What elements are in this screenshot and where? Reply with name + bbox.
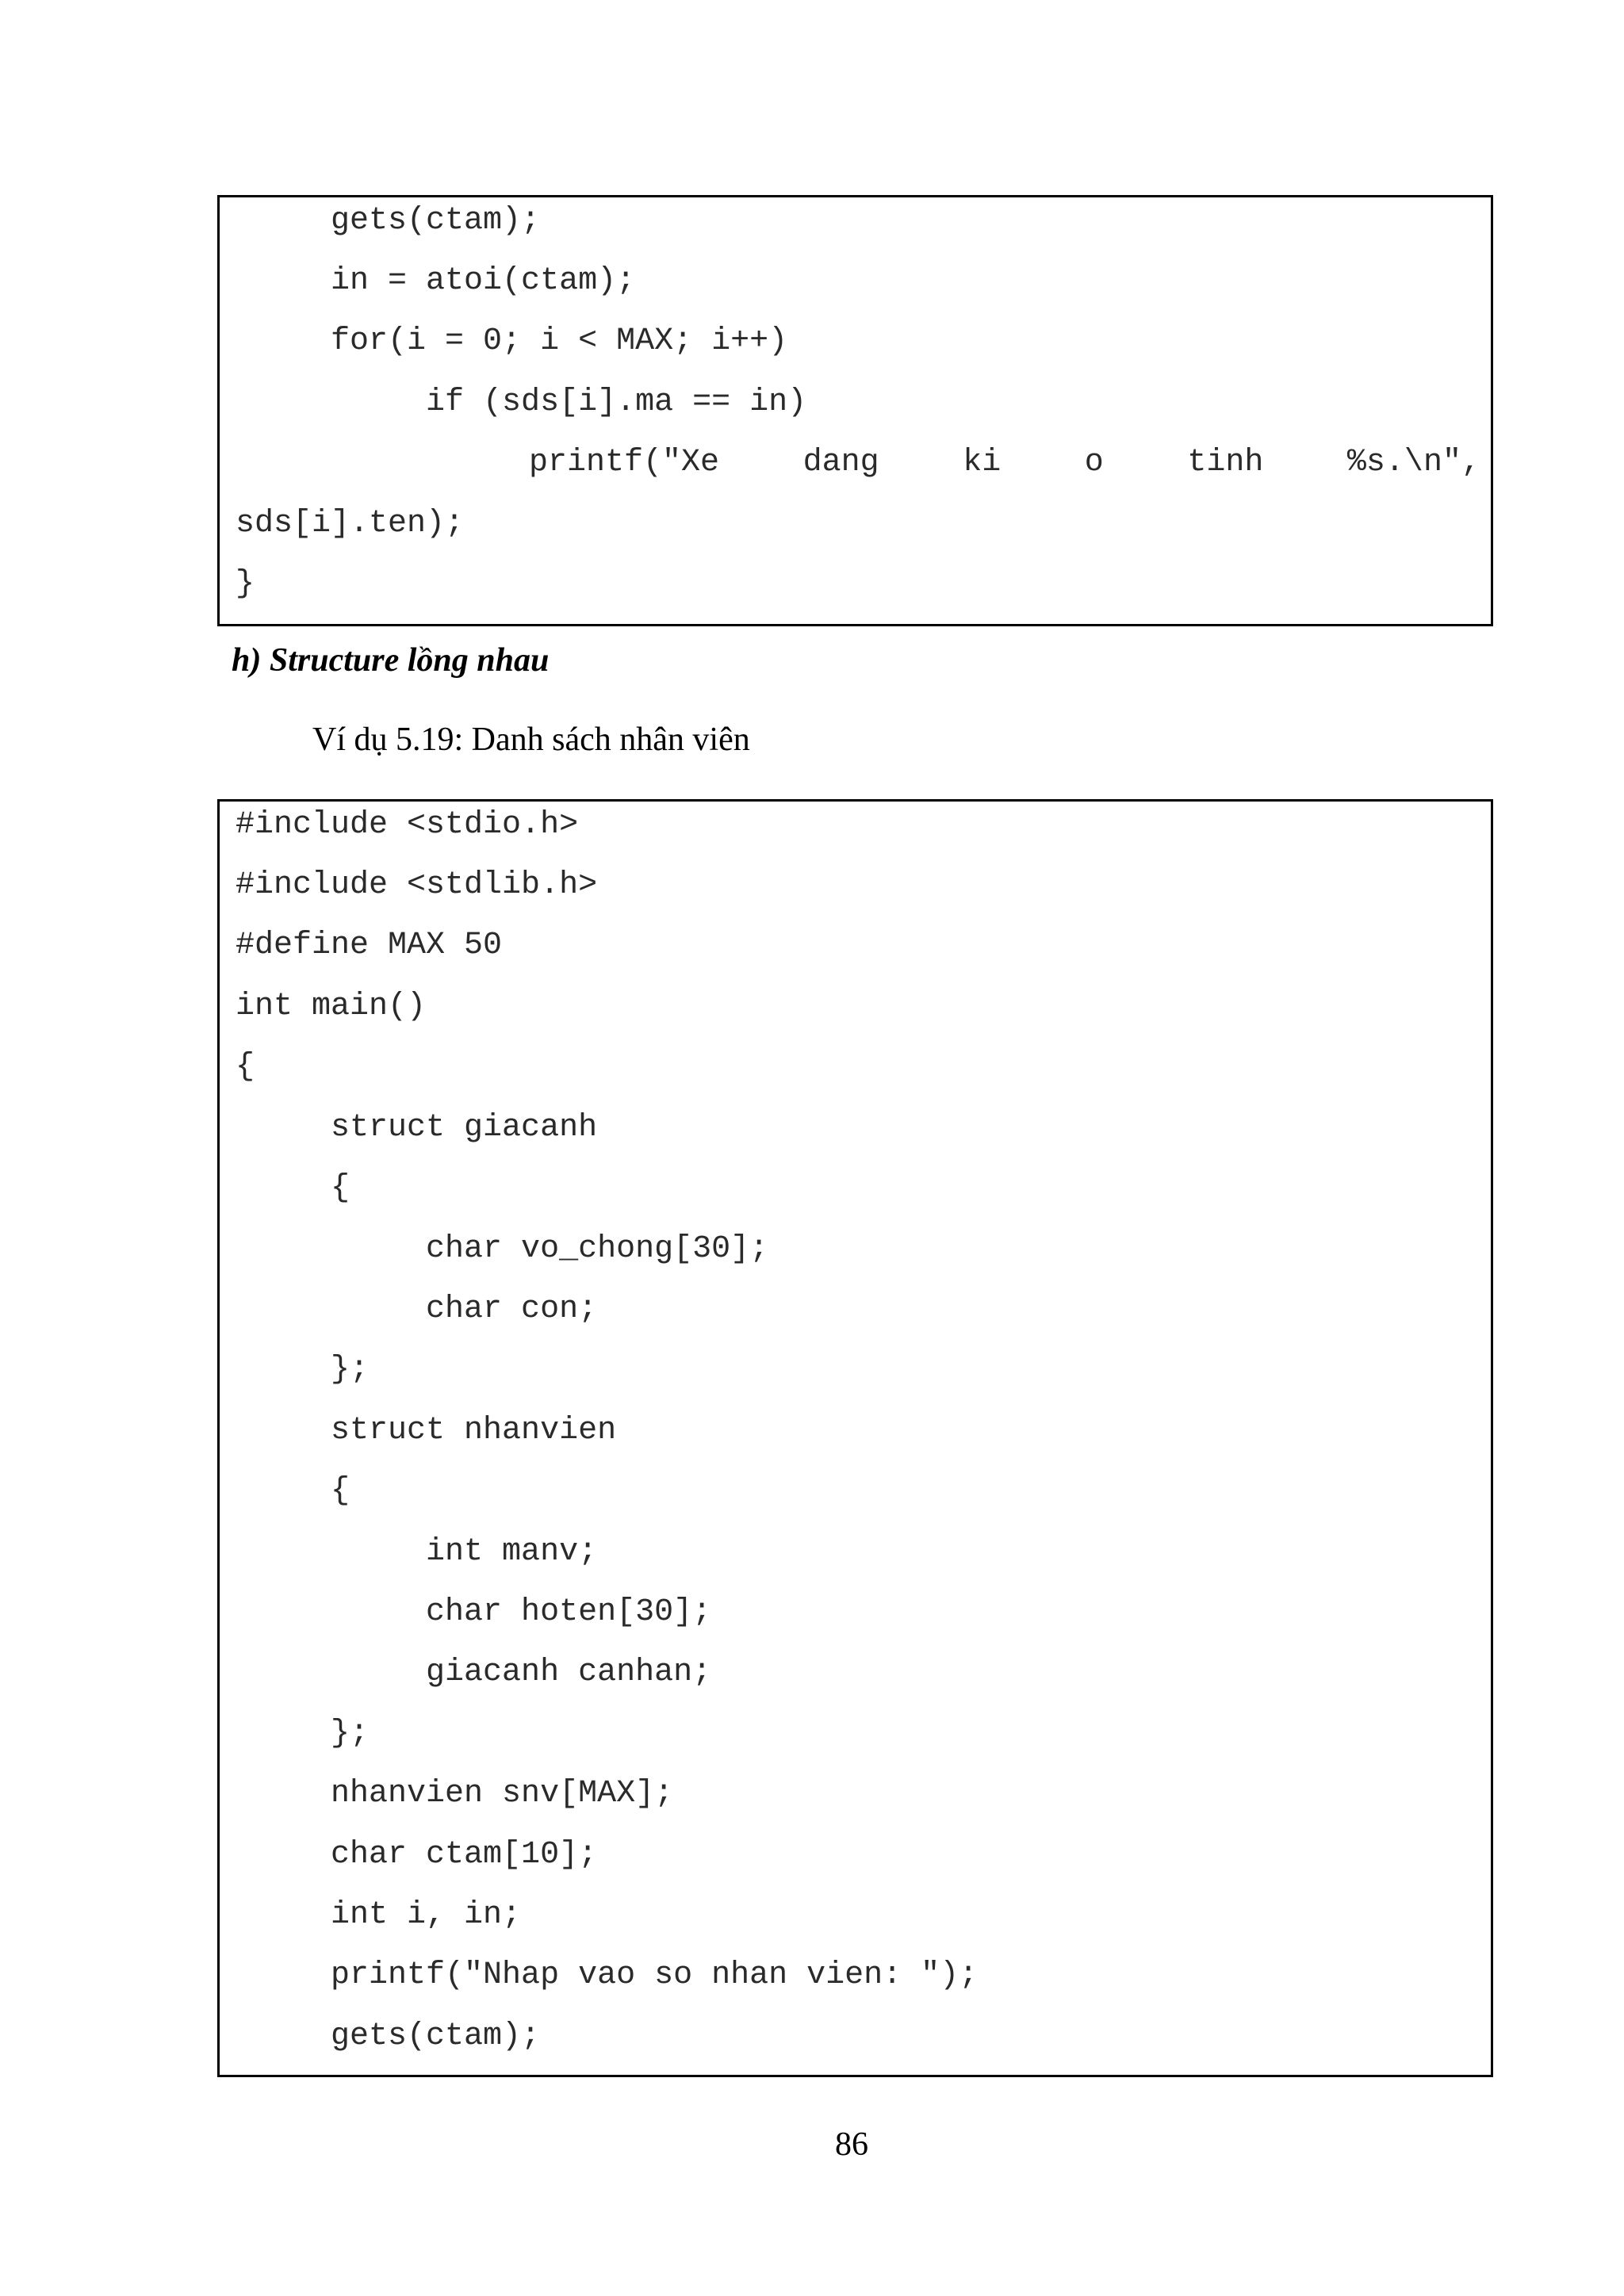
code-line: char hoten[30];	[236, 1594, 712, 1630]
code-line: #define MAX 50	[236, 928, 503, 963]
code-block-2	[217, 799, 1493, 2077]
printf-token: printf("Xe	[529, 445, 720, 480]
section-heading: h) Structure lồng nhau	[232, 642, 550, 679]
printf-token: ki	[963, 445, 1002, 480]
code-line: for(i = 0; i < MAX; i++)	[236, 323, 788, 359]
printf-line	[529, 444, 1480, 482]
code-line: gets(ctam);	[236, 2019, 541, 2054]
code-line: int main()	[236, 989, 427, 1024]
code-line: }	[236, 566, 255, 602]
code-line: char ctam[10];	[236, 1837, 598, 1873]
code-line: };	[236, 1352, 370, 1387]
code-line: int i, in;	[236, 1897, 522, 1933]
code-line: };	[236, 1716, 370, 1751]
code-line: struct nhanvien	[236, 1413, 617, 1448]
code-line: {	[236, 1473, 350, 1509]
code-line: struct giacanh	[236, 1110, 598, 1146]
code-line: gets(ctam);	[236, 203, 541, 239]
code-line: {	[236, 1049, 255, 1085]
code-line: {	[236, 1170, 350, 1206]
code-line: sds[i].ten);	[236, 506, 465, 541]
code-line: char vo_chong[30];	[236, 1231, 769, 1267]
example-caption: Ví dụ 5.19: Danh sách nhân viên	[312, 721, 750, 758]
printf-token: dang	[802, 445, 879, 480]
printf-token: %s.\n",	[1346, 445, 1480, 480]
code-line: printf("Nhap vao so nhan vien: ");	[236, 1957, 979, 1993]
code-line: char con;	[236, 1292, 598, 1327]
printf-token: tinh	[1187, 445, 1264, 480]
page-number: 86	[835, 2126, 868, 2163]
code-line: #include <stdio.h>	[236, 807, 579, 843]
code-line: giacanh canhan;	[236, 1655, 712, 1690]
code-line: if (sds[i].ma == in)	[236, 385, 807, 420]
code-block-1	[217, 195, 1493, 626]
printf-token: o	[1084, 445, 1104, 480]
code-line: int manv;	[236, 1534, 598, 1570]
code-line: #include <stdlib.h>	[236, 867, 598, 903]
code-line: nhanvien snv[MAX];	[236, 1776, 674, 1812]
code-line: in = atoi(ctam);	[236, 263, 636, 299]
